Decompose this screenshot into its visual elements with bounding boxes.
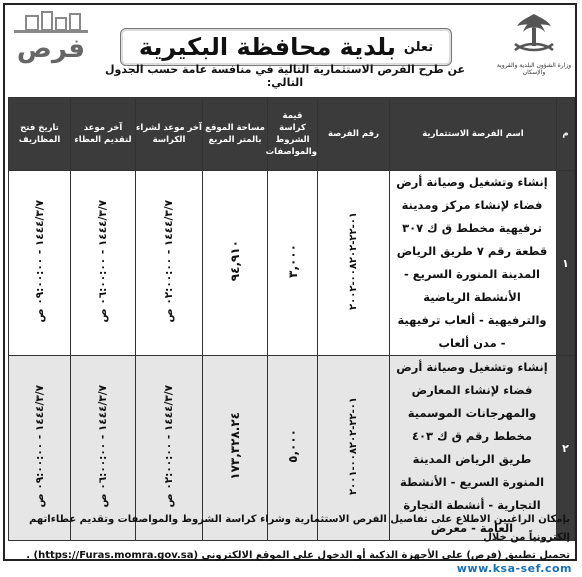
col-header-index: م (557, 98, 575, 171)
booklet-price: ٥,٠٠٠ (285, 429, 300, 463)
subtitle: عن طرح الفرص الاستثمارية التالية في منافسة عامة حسب الجدول التالي: (105, 63, 465, 89)
furas-logo-text: فرص (16, 34, 86, 64)
opportunity-number: ٠١-٢٢-٠٠٨٢٠٢-٢٠٠٢ (348, 212, 359, 310)
bid-deadline: ١٤٤٤/٣/٧ - ٠٦:٠٠:٠٠ ص (97, 199, 109, 323)
opportunities-table (8, 97, 575, 541)
col-header-opp-no: رقم الفرصة (318, 98, 390, 171)
bid-deadline: ١٤٤٤/٣/٧ - ٠٦:٠٠:٠٠ ص (97, 384, 109, 508)
col-header-name: اسم الفرصة الاستثمارية (390, 98, 557, 171)
opening-date: ١٤٤٤/٣/٧ - ٠٩:٠٠:٠٠ ص (33, 199, 46, 323)
site-area: ٩٤,٩١٠ (228, 240, 242, 282)
bid-deadline-cell (71, 171, 136, 356)
furas-logo (8, 10, 94, 80)
watermark: www.ksa-sef.com (456, 562, 572, 575)
footer-note (12, 511, 570, 565)
table-row (9, 171, 575, 356)
opportunity-name: إنشاء وتشغيل وصيانة أرض فضاء لإنشاء المعارض والمهرجانات الموسمية مخطط رقم ق ك ٤٠٣ طريق الرياض المدينة المنورة السريع - الأنشطة التجارية - أنشطة التجارة العامة - معرض (390, 356, 557, 541)
opportunity-name: إنشاء وتشغيل وصيانة أرض فضاء لإنشاء مركز ومدينة ترفيهية مخطط ق ك ٣٠٧ قطعة رقم ٧ طريق الرياض المدينة المنورة السريع - الأنشطة الرياضية والترفيهية - ألعاب ترفيهية - مدن ألعاب (390, 171, 557, 356)
site-area: ١٧٣,٣٢٨.٢٤ (228, 412, 242, 480)
buy-deadline: ١٤٤٤/٣/٧ - ٠٢:٠٠:٠٠ ص (163, 199, 175, 323)
row-index: ١ (557, 171, 575, 356)
col-header-price: قيمة كراسة الشروط والمواصفات (268, 98, 318, 171)
table-header-row (9, 98, 575, 171)
col-header-bid-deadline: آخر موعد لتقديم العطاء (71, 98, 136, 171)
booklet-price: ٣,٠٠٠ (285, 244, 300, 278)
row-index: ٢ (557, 356, 575, 541)
opening-date: ١٤٤٤/٣/٧ - ٠٩:٠٠:٠٠ ص (33, 384, 46, 508)
footer-line-2: تحميل تطبيق (فرص) على الأجهزة الذكية أو الدخول على الموقع الالكتروني (https://Furas.momra.gov.sa) . (26, 550, 570, 561)
opportunity-number-cell (318, 171, 390, 356)
ministry-name: وزارة الشؤون البلدية والقروية والإسكان (496, 62, 572, 76)
site-area-cell (203, 171, 268, 356)
opening-date-cell (9, 171, 71, 356)
municipality-title: بلدية محافظة البكيرية (138, 33, 396, 61)
opportunity-number: ٠١-٢٢-٠٠٨٢٠٢-٢٠٠١ (348, 397, 359, 495)
col-header-buy-deadline: آخر موعد لشراء الكراسة (136, 98, 203, 171)
buy-deadline-cell (136, 171, 203, 356)
palm-swords-emblem-icon (507, 6, 561, 60)
footer-line-1: بإمكان الراغبين الاطلاع على تفاصيل الفرص الاستثمارية وشراء كراسة الشروط والمواصفات وتقديم عطاءاتهم إلكترونياً من خلال (29, 514, 570, 543)
title-banner (120, 28, 452, 66)
announces-word: تعلن (403, 39, 434, 55)
ministry-logo (494, 6, 574, 86)
col-header-area: مساحة الموقع بالمتر المربع (203, 98, 268, 171)
col-header-opening: تاريخ فتح المظاريف (9, 98, 71, 171)
buy-deadline: ١٤٤٤/٣/٧ - ٠٢:٠٠:٠٠ ص (163, 384, 175, 508)
booklet-price-cell (268, 171, 318, 356)
